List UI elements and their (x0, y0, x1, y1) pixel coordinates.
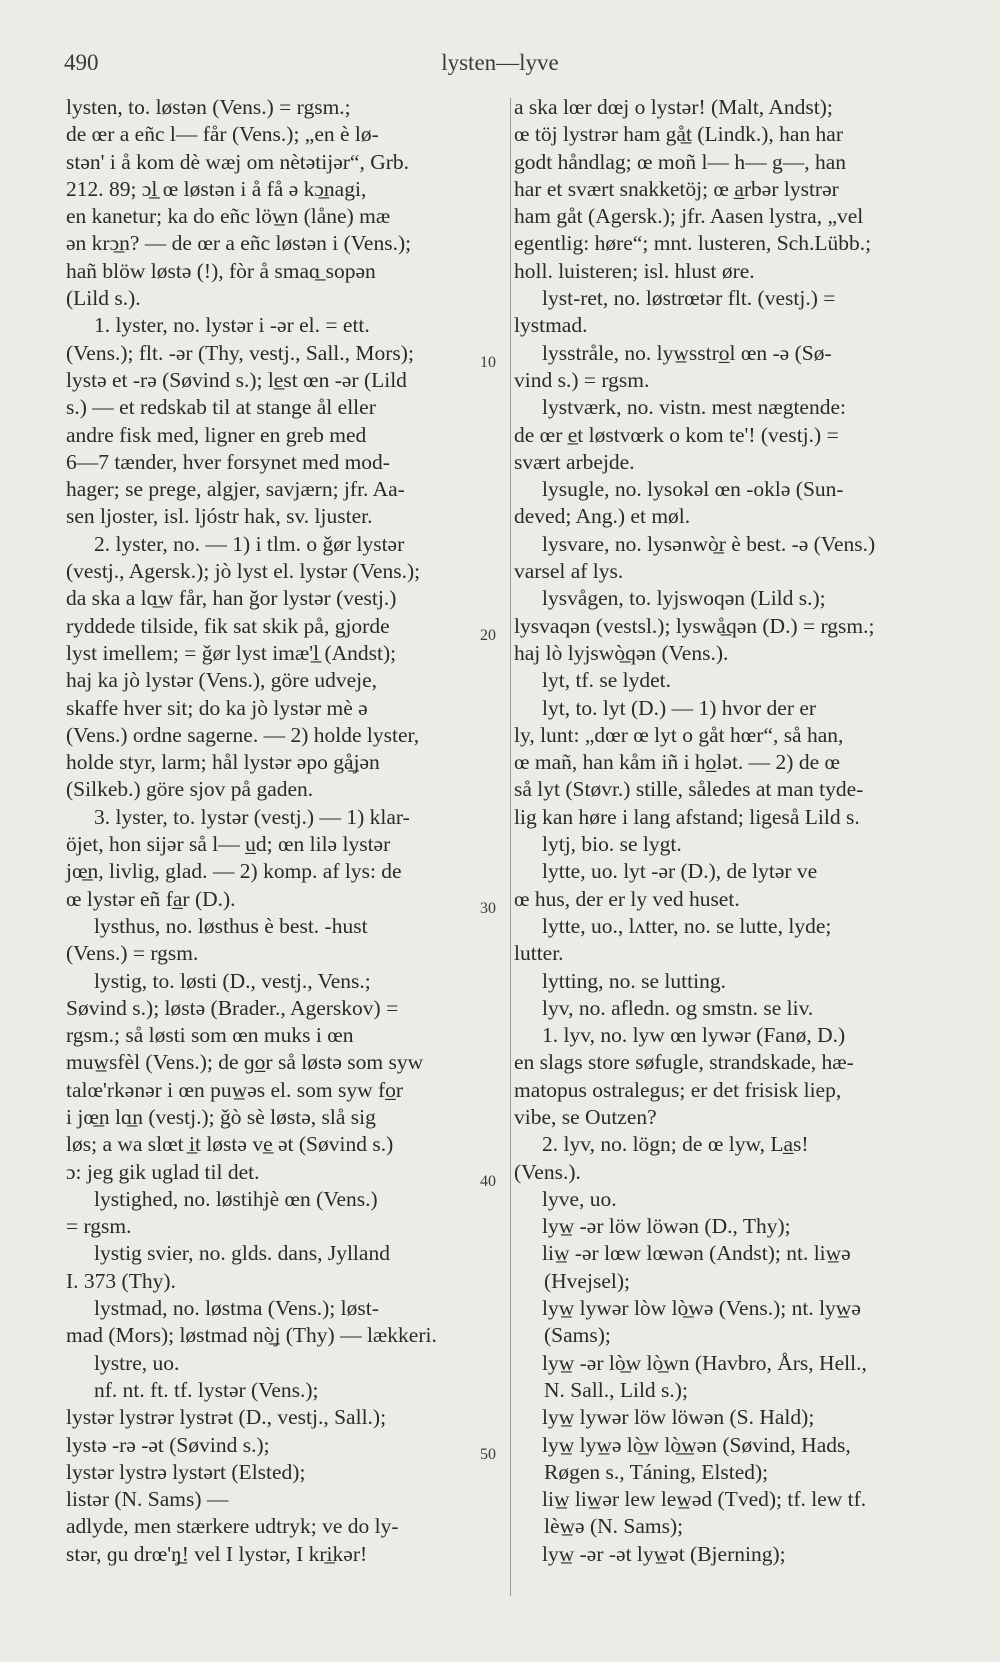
entry-line: lyst-ret, no. løstrœtər flt. (vestj.) = (542, 286, 836, 311)
entry-line: N. Sall., Lild s.); (544, 1377, 688, 1402)
entry-line: lysugle, no. lysokəl œn -oklə (Sun- (542, 477, 844, 502)
entry-line: ɔ: jeg gik uglad til det. (66, 1159, 260, 1184)
entry-line: i jœ̲n lɑ̲n (vestj.); ǧò sè løstə, slå sig (66, 1104, 376, 1129)
entry-line: sen ljoster, isl. ljóstr hak, sv. ljuster. (66, 504, 373, 529)
entry-line: (Vens.). (514, 1159, 581, 1184)
entry-line: en kanetur; ka do eñc löw̲n (låne) mæ (66, 204, 391, 229)
entry-line: 212. 89; ɔl̲ œ løstən i å få ə kɔ̲nagi, (66, 176, 367, 201)
entry-line: de œr a eñc l— får (Vens.); „en è lø- (66, 122, 379, 147)
entry-line: (vestj., Agersk.); jò lyst el. lystər (Vens.); (66, 559, 421, 584)
entry-line: (Lild s.). (66, 286, 141, 311)
entry-line: lèw̲ə (N. Sams); (544, 1514, 684, 1539)
entry-line: 1. lyv, no. lyw œn lywər (Fanø, D.) (542, 1023, 846, 1048)
page-number: 490 (64, 50, 99, 75)
entry-line: a ska lœr dœj o lystər! (Malt, Andst); (514, 95, 833, 119)
entry-line: (Vens.); flt. -ər (Thy, vestj., Sall., Mors); (66, 340, 414, 365)
entry-line: vibe, se Outzen? (514, 1104, 657, 1129)
entry-line: deved; Ang.) et møl. (514, 504, 691, 529)
entry-line: I. 373 (Thy). (66, 1268, 176, 1293)
entry-line: adlyde, men stærkere udtryk; ve do ly- (66, 1514, 399, 1539)
entry-line: lytting, no. se lutting. (542, 968, 726, 993)
entry-line: varsel af lys. (514, 559, 624, 584)
entry-line: lutter. (514, 941, 564, 966)
entry-line: lyw̲ -ər -ət lyw̲ət (Bjerning); (542, 1541, 786, 1566)
entry-line: ryddede tilside, fik sat skik på, gjorde (66, 613, 390, 638)
entry-line: lystmad. (514, 313, 588, 338)
entry-line: 2. lyster, no. — 1) i tlm. o ǧør lystər (94, 531, 405, 556)
column-divider (510, 98, 511, 1596)
entry-line: lyt, to. lyt (D.) — 1) hvor der er (542, 695, 817, 720)
entry-line: rgsm.; så løsti som œn muks i œn (66, 1023, 354, 1048)
entry-line: 1. lyster, no. lystər i -ər el. = ett. (94, 313, 370, 338)
entry-line: løs; a wa slœt i̲t løstə ve̲ ət (Søvind s.) (66, 1132, 394, 1157)
entry-line: liw̲ liw̲ər lew lew̲əd (Tved); tf. lew tf. (542, 1487, 867, 1512)
entry-line: matopus ostralegus; er det frisisk liep, (514, 1077, 842, 1102)
entry-line: vind s.) = rgsm. (514, 367, 650, 392)
entry-line: lysstråle, no. lyw̲sstro̲l œn -ə (Sø- (542, 340, 832, 365)
entry-line: nf. nt. ft. tf. lystər (Vens.); (94, 1377, 319, 1402)
entry-line: listər (N. Sams) — (66, 1487, 229, 1512)
entry-line: liw̲ -ər lœw lœwən (Andst); nt. liw̲ə (542, 1241, 851, 1266)
entry-line: talœ'rkənər i œn puw̲əs el. som syw fo̲r (66, 1077, 404, 1102)
entry-line: lysten, to. løstən (Vens.) = rgsm.; (66, 95, 351, 119)
entry-line: lyw̲ -ər löw löwən (D., Thy); (542, 1214, 791, 1239)
entry-line: har et svært snakketöj; œ a̲rbər lystrər (514, 176, 839, 201)
entry-line: lysvare, no. lysənwò̲r è best. -ə (Vens.) (542, 531, 876, 556)
entry-line: lystə et -rə (Søvind s.); le̲st œn -ər (Lild (66, 367, 407, 392)
entry-line: ly, lunt: „dœr œ lyt o gåt hœr“, så han, (514, 722, 844, 747)
entry-line: (Vens.) = rgsm. (66, 941, 199, 966)
entry-line: lyw̲ -ər lò̲w lò̲wn (Havbro, Års, Hell., (542, 1350, 867, 1375)
entry-line: lyv, no. afledn. og smstn. se liv. (542, 995, 814, 1020)
entry-line: lystre, uo. (94, 1350, 180, 1375)
entry-line: lytte, uo., lʌtter, no. se lutte, lyde; (542, 913, 832, 938)
entry-line: ən krɔ̲n? — de œr a eñc løstən i (Vens.); (66, 231, 412, 256)
entry-line: stən' i å kom dè wæj om nètətijər“, Grb. (66, 149, 410, 174)
entry-line: œ lystər eñ fa̲r (D.). (66, 886, 236, 911)
entry-line: (Vens.) ordne sagerne. — 2) holde lyster, (66, 722, 420, 747)
entry-line: lysvaqən (vestsl.); lyswå̲qən (D.) = rgsm.; (514, 613, 875, 638)
entry-line: 2. lyv, no. lögn; de œ lyw, La̲s! (542, 1132, 809, 1157)
entry-line: lystighed, no. løstihjè œn (Vens.) (94, 1186, 378, 1211)
entry-line: lytj, bio. se lygt. (542, 832, 682, 857)
line-number-50: 50 (480, 1446, 496, 1463)
line-number-10: 10 (480, 354, 496, 371)
entry-line: œ hus, der er ly ved huset. (514, 886, 740, 911)
entry-line: lystig svier, no. glds. dans, Jylland (94, 1241, 390, 1266)
entry-line: så lyt (Støvr.) stille, således at man tyde- (514, 777, 864, 802)
entry-line: svært arbejde. (514, 449, 635, 474)
entry-line: lyve, uo. (542, 1186, 617, 1211)
entry-line: godt håndlag; œ moñ l— h— g—, han (514, 149, 847, 174)
entry-line: da ska a lɑ̲w får, han ǧor lystər (vestj.) (66, 586, 397, 611)
entry-line: egentlig: høre“; mnt. lusteren, Sch.Lübb.; (514, 231, 872, 256)
entry-line: s.) — et redskab til at stange ål eller (66, 395, 376, 420)
entry-line: lyw̲ lywər lòw lò̲wə (Vens.); nt. lyw̲ə (542, 1296, 861, 1321)
right-column (514, 94, 950, 1568)
entry-line: andre fisk med, ligner en greb med (66, 422, 367, 447)
entry-line: (Sams); (544, 1323, 611, 1348)
entry-line: de œr e̲t løstvœrk o kom te'! (vestj.) = (514, 422, 839, 447)
entry-line: lysvågen, to. lyjswoqən (Lild s.); (542, 586, 826, 611)
entry-line: mad (Mors); løstmad nò̲j (Thy) — lækkeri. (66, 1323, 437, 1348)
entry-line: 3. lyster, to. lystər (vestj.) — 1) klar- (94, 804, 410, 829)
entry-line: lystig, to. løsti (D., vestj., Vens.; (94, 968, 371, 993)
entry-line: lystmad, no. løstma (Vens.); løst- (94, 1296, 379, 1321)
entry-line: Søvind s.); løstə (Brader., Agerskov) = (66, 995, 399, 1020)
entry-line: (Silkeb.) göre sjov på gaden. (66, 777, 314, 802)
entry-line: lystər lystrə lystərt (Elsted); (66, 1459, 306, 1484)
entry-line: lystværk, no. vistn. mest nægtende: (542, 395, 846, 420)
left-column (66, 94, 496, 1568)
line-number-40: 40 (480, 1173, 496, 1190)
running-head: lysten—lyve (441, 50, 559, 75)
entry-line: muw̲sfèl (Vens.); de ɡo̲r så løstə som syw (66, 1050, 424, 1075)
entry-line: (Hvejsel); (544, 1268, 630, 1293)
entry-line: lystər lystrər lystrət (D., vestj., Sall.); (66, 1405, 387, 1430)
entry-line: lyst imellem; = ǧør lyst imæ'l̲ (Andst); (66, 640, 397, 665)
entry-line: œ töj lystrər ham gå̲t (Lindk.), han har (514, 122, 843, 147)
entry-line: haj lò lyjswò̲qən (Vens.). (514, 640, 729, 665)
entry-line: lytte, uo. lyt -ər (D.), de lytər ve (542, 859, 818, 884)
entry-line: lystə -rə -ət (Søvind s.); (66, 1432, 270, 1457)
line-number-30: 30 (480, 900, 496, 917)
entry-line: en slags store søfugle, strandskade, hæ- (514, 1050, 854, 1075)
entry-line: skaffe hver sit; do ka jò lystər mè ə (66, 695, 368, 720)
entry-line: lyw̲ lyw̲ə lò̲w lò̲w̲ən (Søvind, Hads, (542, 1432, 851, 1457)
entry-line: holl. luisteren; isl. hlust øre. (514, 258, 755, 283)
entry-line: hager; se prege, algjer, savjærn; jfr. Aa- (66, 477, 405, 502)
entry-line: ham gåt (Agersk.); jfr. Aasen lystra, „vel (514, 204, 864, 229)
entry-line: œ mañ, han kåm iñ i ho̲lət. — 2) de œ (514, 750, 841, 775)
entry-line: stər, ɡu drœ'ŋ̲! vel I lystər, I kri̲kər! (66, 1541, 368, 1566)
entry-line: holde styr, larm; hål lystər əpo gå̲jən (66, 750, 380, 775)
entry-line: = rgsm. (66, 1214, 132, 1239)
line-number-20: 20 (480, 627, 496, 644)
entry-line: öjet, hon sijər så l— u̲d; œn lilə lystər (66, 832, 391, 857)
entry-line: Røgen s., Táning, Elsted); (544, 1459, 769, 1484)
entry-line: lyt, tf. se lydet. (542, 668, 671, 693)
entry-line: jœ̲n, livlig, glad. — 2) komp. af lys: de (66, 859, 402, 884)
entry-line: lysthus, no. løsthus è best. -hust (94, 913, 368, 938)
entry-line: hañ blöw løstə (!), fòr å smaɑ̲ sopən (66, 258, 376, 283)
entry-line: lyw̲ lywər löw löwən (S. Hald); (542, 1405, 815, 1430)
entry-line: 6—7 tænder, hver forsynet med mod- (66, 449, 390, 474)
entry-line: haj ka jò lystər (Vens.), göre udveje, (66, 668, 378, 693)
entry-line: lig kan høre i lang afstand; ligeså Lild s. (514, 804, 860, 829)
